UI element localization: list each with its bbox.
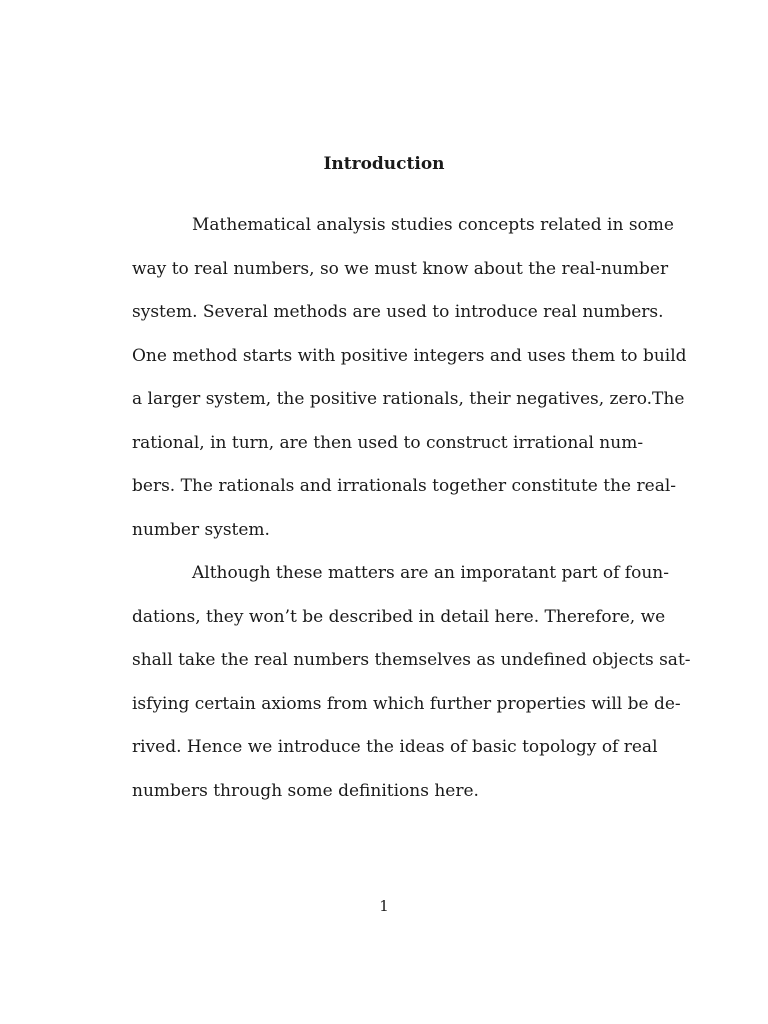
paragraph-1-line-2: way to real numbers, so we must know about the real-number <box>132 259 669 279</box>
paragraph-1-line-8: number system. <box>132 520 270 540</box>
page-title: Introduction <box>323 154 445 174</box>
paragraph-2-line-6: numbers through some definitions here. <box>132 781 479 801</box>
page-number: 1 <box>379 897 389 915</box>
paragraph-1-line-1: Mathematical analysis studies concepts related in some <box>192 215 674 235</box>
paragraph-2-line-5: rived. Hence we introduce the ideas of basic topology of real <box>132 737 658 757</box>
paragraph-1-line-3: system. Several methods are used to introduce real numbers. <box>132 302 664 322</box>
paragraph-1-line-7: bers. The rationals and irrationals together constitute the real- <box>132 476 677 496</box>
paragraph-1-line-4: One method starts with positive integers and uses them to build <box>132 346 687 366</box>
paragraph-2-line-4: isfying certain axioms from which further properties will be de- <box>132 694 681 714</box>
paragraph-1-line-6: rational, in turn, are then used to construct irrational num- <box>132 433 644 453</box>
paragraph-2-line-3: shall take the real numbers themselves as undefined objects sat- <box>132 650 691 670</box>
paragraph-2-line-1: Although these matters are an imporatant part of foun- <box>192 563 669 583</box>
paragraph-2-line-2: dations, they won’t be described in detail here. Therefore, we <box>132 607 666 627</box>
paragraph-1-line-5: a larger system, the positive rationals, their negatives, zero.The <box>132 389 685 409</box>
